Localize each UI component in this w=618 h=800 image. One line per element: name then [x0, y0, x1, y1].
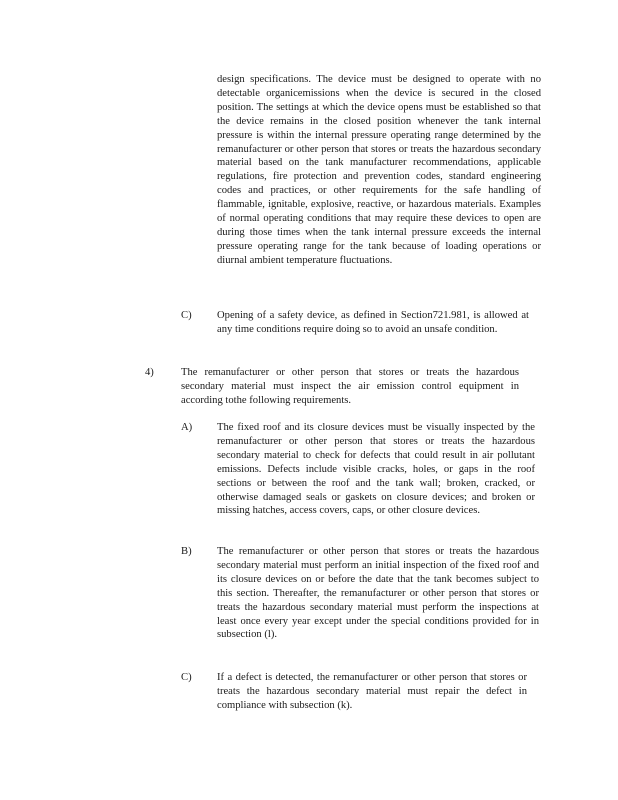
item-4a-text: The fixed roof and its closure devices must be visually inspected by the remanufacturer or other person that stores or treats the hazardous secondary material to check for defects that could result in air pollutant emissions. Defects include visible cracks, holes, or gaps in the roof sections or between the roof and the tank wall; broken, cracked, or otherwise damaged seals or gaskets on closure devices; and broken or missing hatches, access covers, caps, or other closure devices. — [217, 422, 535, 517]
item-3c-label: C) — [181, 310, 192, 321]
item-4c-label: C) — [181, 672, 192, 683]
item-4c-text: If a defect is detected, the remanufacturer or other person that stores or treats the hazardous secondary material must repair the defect in compliance with subsection (k). — [217, 672, 527, 711]
continuation-paragraph: design specifications. The device must be designed to operate with no detectable organicemissions when the device is secured in the closed position. The settings at which the device opens must be established so that the device remains in the closed position whenever the tank internal pressure is within the internal pressure operating range determined by the remanufacturer or other person that stores or treats the hazardous secondary material based on the tank manufacturer recommendations, applicable regulations, fire protection and prevention codes, standard engineering codes and practices, or other requirements for the safe handling of flammable, ignitable, explosive, reactive, or hazardous materials. Examples of normal operating conditions that may require these devices to open are during those times when the tank internal pressure exceeds the internal pressure operating range for the tank because of loading operations or diurnal ambient temperature fluctuations. — [217, 74, 541, 266]
item-3c-text: Opening of a safety device, as defined in Section721.981, is allowed at any time conditions require doing so to avoid an unsafe condition. — [217, 310, 529, 335]
item-4a-label: A) — [181, 422, 193, 433]
item-4b-label: B) — [181, 546, 192, 557]
item-4b-text: The remanufacturer or other person that stores or treats the hazardous secondary material must perform an initial inspection of the fixed roof and its closure devices on or before the date that the tank becomes subject to this section. Thereafter, the remanufacturer or other person that stores or treats the hazardous secondary material must perform the inspections at least once every year except under the special conditions provided for in subsection (l). — [217, 546, 539, 641]
item-4-text: The remanufacturer or other person that stores or treats the hazardous secondary material must inspect the air emission control equipment in according tothe following requirements. — [181, 367, 519, 406]
item-4-label: 4) — [145, 367, 154, 378]
